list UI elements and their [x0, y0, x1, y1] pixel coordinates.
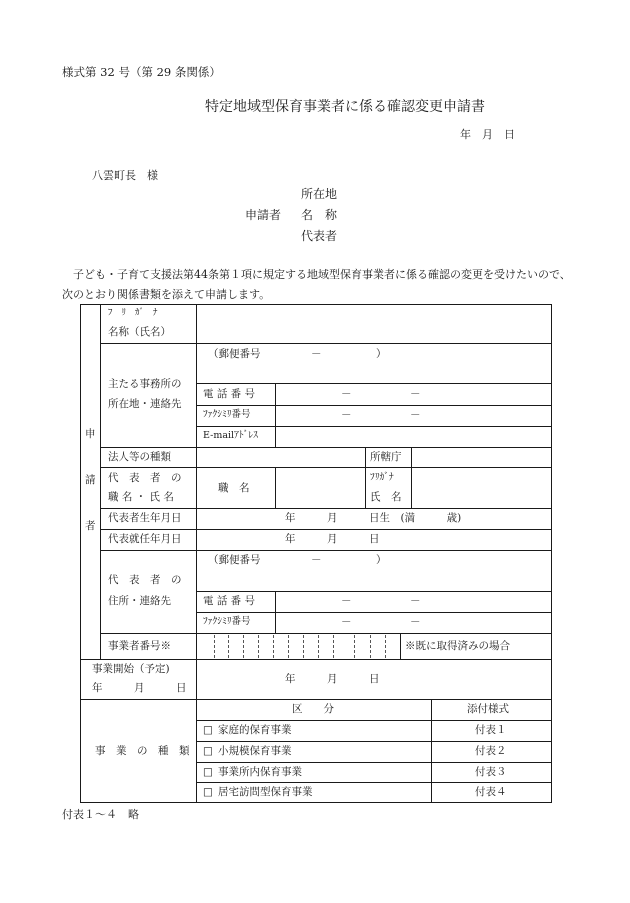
rep-fax-dash-1: －	[341, 616, 352, 628]
category-attach-1: 付表１	[475, 724, 507, 736]
category-checkbox-4[interactable]: □	[203, 786, 213, 798]
category-header: 区 分	[292, 703, 334, 715]
date-line: 年 月 日	[460, 128, 515, 141]
appoint-label: 代表就任年月日	[108, 533, 182, 545]
business-type-label: 事 業 の 種 類	[95, 745, 190, 757]
phone-dash-2: －	[410, 388, 421, 400]
start-label-2: 年 月 日	[92, 682, 187, 694]
rep-phone-label: 電 話 番 号	[203, 595, 256, 607]
category-name-2: 小規模保育事業	[218, 745, 292, 757]
applicant-label: 申請者	[245, 208, 282, 222]
fax-dash-1: －	[341, 409, 352, 421]
operator-note: ※既に取得済みの場合	[405, 640, 510, 652]
start-value: 年 月 日	[285, 673, 380, 685]
rep-addr-label-1: 代 表 者 の	[108, 574, 182, 586]
birth-label: 代表者生年月日	[108, 512, 182, 524]
fax-dash-2: －	[410, 409, 421, 421]
main-office-label-2: 所在地・連絡先	[108, 398, 182, 410]
applicant-location-label: 所在地	[301, 187, 338, 201]
side-label-1: 申	[85, 428, 96, 440]
rep-phone-dash-2: －	[410, 595, 421, 607]
kana-label: ﾌﾘｶﾞﾅ	[370, 472, 394, 483]
shimei-label: 氏 名	[370, 491, 402, 503]
side-label-2: 請	[85, 474, 96, 486]
furigana-label: ﾌ ﾘ ｶﾞ ﾅ	[108, 308, 158, 318]
rep-label-2: 職 名 ・ 氏 名	[108, 491, 174, 503]
side-label-3: 者	[85, 520, 96, 532]
rep-postal-label: （郵便番号	[208, 554, 261, 566]
footer-note: 付表１～４ 略	[62, 808, 139, 821]
category-attach-2: 付表２	[475, 745, 507, 757]
birth-value: 年 月 日生 (満 歳)	[285, 512, 462, 524]
start-label-1: 事業開始（予定)	[92, 663, 170, 675]
email-label: E-mailｱﾄﾞﾚｽ	[203, 430, 258, 441]
rep-fax-dash-2: －	[410, 616, 421, 628]
jurisdiction-label: 所轄庁	[370, 451, 402, 463]
operator-no-label: 事業者番号※	[108, 640, 171, 652]
corp-type-label: 法人等の種類	[108, 451, 171, 463]
postal-dash: －	[311, 348, 322, 360]
intro-paragraph: 子ども・子育て支援法第44条第１項に規定する地域型保育事業者に係る確認の変更を受けたいので、次のとおり関係書類を添えて申請します。	[62, 268, 571, 301]
rep-postal-close: ）	[376, 554, 387, 566]
phone-label: 電 話 番 号	[203, 388, 256, 400]
attach-header: 添付様式	[467, 703, 509, 715]
fax-label: ﾌｧｸｼﾐﾘ番号	[203, 409, 251, 420]
rep-phone-dash-1: －	[341, 595, 352, 607]
rep-postal-dash: －	[311, 554, 322, 566]
page-title: 特定地域型保育事業者に係る確認変更申請書	[205, 99, 485, 115]
category-checkbox-2[interactable]: □	[203, 745, 213, 757]
appoint-value: 年 月 日	[285, 533, 380, 545]
category-name-1: 家庭的保育事業	[218, 724, 292, 736]
name-label: 名称（氏名）	[108, 326, 171, 338]
name-field[interactable]	[198, 305, 550, 342]
main-office-label-1: 主たる事務所の	[108, 378, 182, 390]
rep-addr-label-2: 住所・連絡先	[108, 595, 171, 607]
position-label: 職 名	[218, 482, 250, 494]
postal-close: ）	[376, 348, 387, 360]
addressee: 八雲町長 様	[92, 169, 158, 182]
category-attach-4: 付表４	[475, 786, 507, 798]
form-number: 様式第 32 号（第 29 条関係）	[62, 65, 221, 79]
category-attach-3: 付表３	[475, 766, 507, 778]
category-checkbox-3[interactable]: □	[203, 766, 213, 778]
applicant-name-label: 名 称	[301, 208, 338, 222]
phone-dash-1: －	[341, 388, 352, 400]
applicant-representative-label: 代表者	[301, 229, 338, 243]
category-name-3: 事業所内保育事業	[218, 766, 302, 778]
postal-label: （郵便番号	[208, 348, 261, 360]
rep-fax-label: ﾌｧｸｼﾐﾘ番号	[203, 616, 251, 627]
rep-label-1: 代 表 者 の	[108, 472, 182, 484]
category-name-4: 居宅訪問型保育事業	[218, 786, 313, 798]
category-checkbox-1[interactable]: □	[203, 724, 213, 736]
